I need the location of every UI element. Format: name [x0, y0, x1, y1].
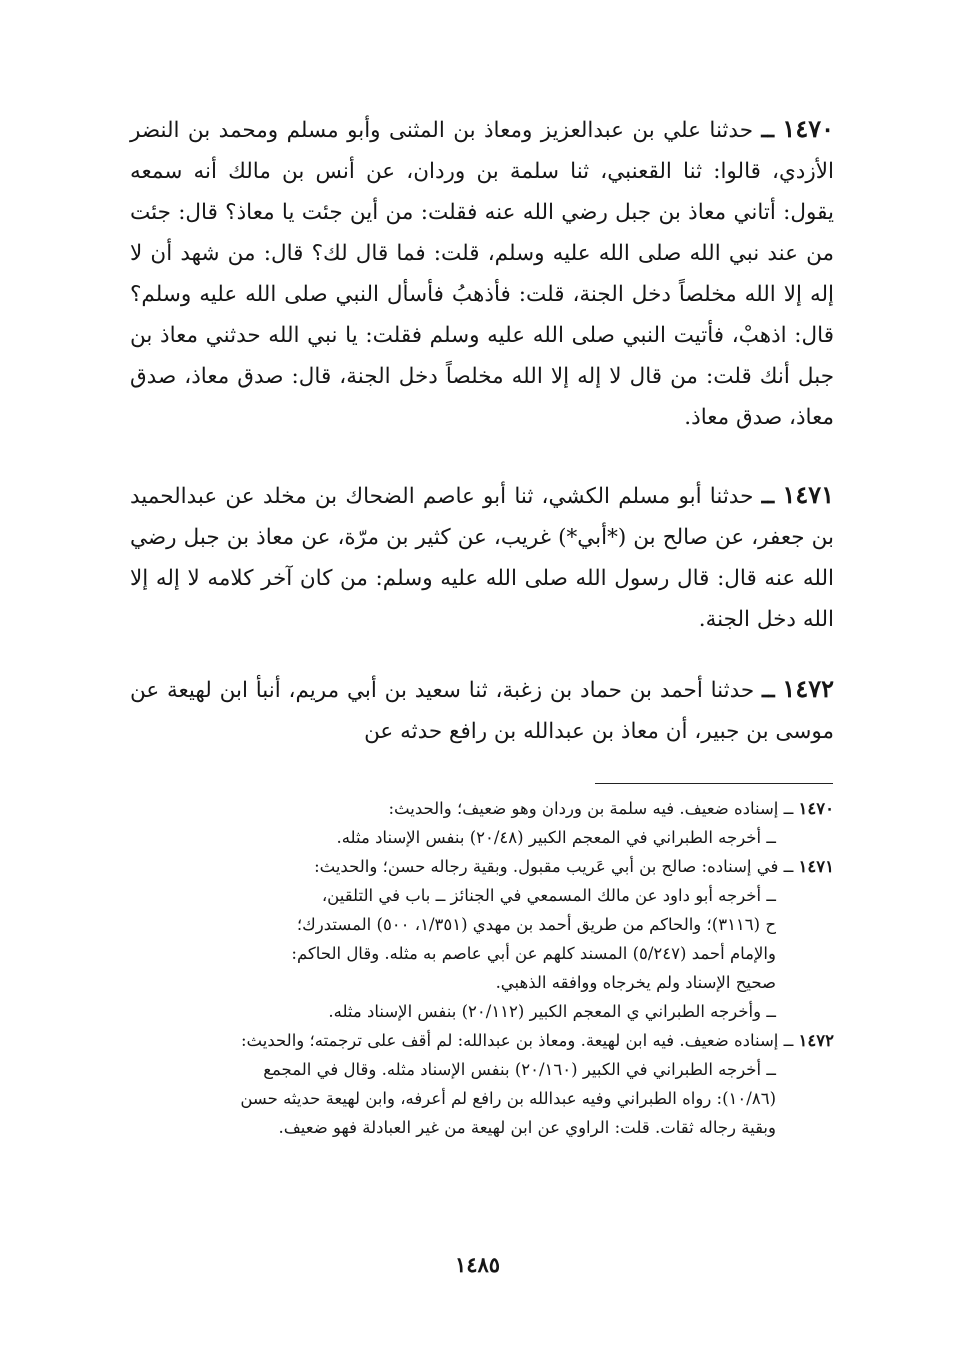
hadith-1471 [130, 474, 834, 640]
hadith-dash: ــ [761, 118, 775, 143]
footnote-line: ــ أخرجه أبو داود عن مالك المسمعي في الجنائز ــ باب في التلقين، [321, 886, 776, 905]
footnote-text: في إسناده: صالح بن أبي عَريب مقبول. وبقية رجاله حسن؛ والحديث: [314, 857, 779, 876]
footnote-line: ــ أخرجه الطبراني في الكبير (٢٠/١٦٠) بنفس الإسناد مثله. وقال في المجمع [263, 1060, 776, 1079]
footnote-line: ــ وأخرجه الطبراني ي المعجم الكبير (٢٠/١١٢) بنفس الإسناد مثله. [328, 1002, 776, 1021]
footnote-number: ١٤٧٢ [798, 1031, 834, 1050]
hadith-1470 [130, 108, 834, 438]
page-number: ١٤٨٥ [454, 1252, 501, 1277]
footnote-line: صحيح الإسناد ولم يخرجاه ووافقه الذهبي. [495, 973, 776, 992]
footnote-line: ــ أخرجه الطبراني في المعجم الكبير (٢٠/٤٨) بنفس الإسناد مثله. [336, 828, 776, 847]
footnote-text: إسناده ضعيف. فيه سلمة بن وردان وهو ضعيف؛ والحديث: [388, 799, 779, 818]
footnote-line: وبقية رجاله ثقات. قلت: الراوي عن ابن لهيعة من غير العبادلة فهو ضعيف. [278, 1118, 776, 1137]
hadith-text: حدثنا أبو مسلم الكشي، ثنا أبو عاصم الضحاك بن مخلد عن عبدالحميد بن جعفر، عن صالح بن (*أبي*) غريب، عن كثير بن مرّة، عن معاذ بن جبل رضي الله عنه قال: قال رسول الله صلى الله عليه وسلم: من كان آخر كلامه لا إله إلا الله دخل الجنة. [130, 484, 834, 632]
hadith-1472 [130, 668, 834, 752]
footnote-number: ١٤٧٠ [798, 799, 834, 818]
hadith-text: حدثنا علي بن عبدالعزيز ومعاذ بن المثنى وأبو مسلم ومحمد بن النضر الأزدي، قالوا: ثنا القعنبي، ثنا سلمة بن وردان، عن أنس بن مالك أنه سمعه يقول: أتاني معاذ بن جبل رضي الله عنه فقلت: من أين جئت يا معاذ؟ قال: جئت من عند نبي الله صلى الله عليه وسلم، قلت: فما قال لك؟ قال: من شهد أن لا إله إلا الله مخلصاً دخل الجنة، قلت: فأذهبُ فأسأل النبي صلى الله عليه وسلم؟ قال: اذهبْ، فأتيت النبي صلى الله عليه وسلم فقلت: يا نبي الله حدثني معاذ بن جبل أنك قلت: من قال لا إله إلا الله مخلصاً دخل الجنة، قال: صدق معاذ، صدق معاذ، صدق معاذ. [130, 118, 834, 430]
footnote-1470 [130, 794, 834, 852]
footnote-divider [595, 783, 833, 784]
footnote-line: (١٠/٨٦): رواه الطبراني وفيه عبدالله بن رافع لم أعرفه، وابن لهيعة حديثه حسن [240, 1089, 776, 1108]
hadith-dash: ــ [761, 484, 775, 509]
hadith-dash: ــ [762, 678, 775, 703]
hadith-text: حدثنا أحمد بن حماد بن زغبة، ثنا سعيد بن أبي مريم، أنبأ ابن لهيعة عن موسى بن جبير، أن معاذ بن عبدالله بن رافع حدثه عن [130, 678, 834, 744]
footnote-text: إسناده ضعيف. فيه ابن لهيعة. ومعاذ بن عبدالله: لم أقف على ترجمته؛ والحديث: [241, 1031, 779, 1050]
footnote-line: ١٤٧٠ ــ إسناده ضعيف. فيه سلمة بن وردان وهو ضعيف؛ والحديث: [388, 799, 834, 818]
footnote-line: والإمام أحمد (٥/٢٤٧) المسند كلهم عن أبي عاصم به مثله. وقال الحاكم: [291, 944, 776, 963]
footnote-number: ١٤٧١ [798, 857, 834, 876]
footnote-line: ح (٣١١٦)؛ والحاكم من طريق أحمد بن مهدي (١/٣٥١، ٥٠٠) المستدرك؛ [296, 915, 776, 934]
hadith-number: ١٤٧٢ [782, 674, 834, 703]
hadith-number: ١٤٧٠ [782, 114, 834, 143]
footnotes [130, 794, 834, 1142]
footnote-1471 [130, 852, 834, 1026]
hadith-number: ١٤٧١ [782, 480, 834, 509]
footnote-1472 [130, 1026, 834, 1142]
footnote-line: ١٤٧١ ــ في إسناده: صالح بن أبي عَريب مقبول. وبقية رجاله حسن؛ والحديث: [314, 857, 834, 876]
footnote-line: ١٤٧٢ ــ إسناده ضعيف. فيه ابن لهيعة. ومعاذ بن عبدالله: لم أقف على ترجمته؛ والحديث: [241, 1031, 834, 1050]
